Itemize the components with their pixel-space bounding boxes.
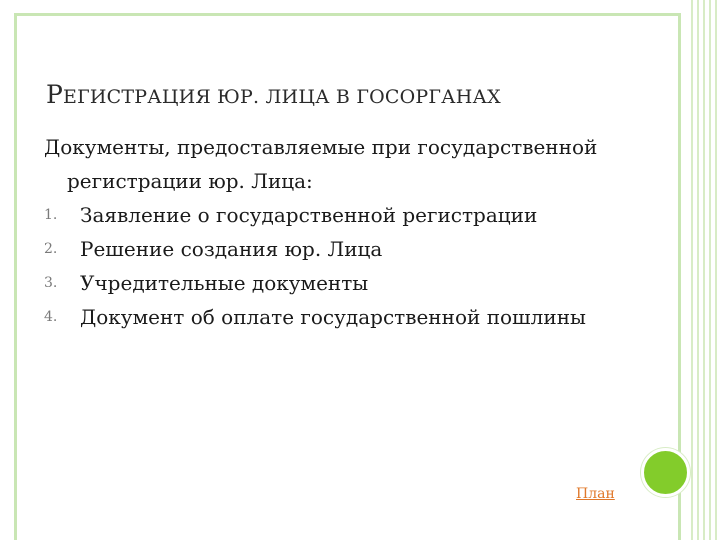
list-number: 2. <box>44 241 58 257</box>
list-item-text: Решение создания юр. Лица <box>80 237 383 261</box>
green-circle-decoration <box>641 448 690 497</box>
title-rest: ЕГИСТРАЦИЯ ЮР. ЛИЦА В ГОСОРГАНАХ <box>63 86 501 108</box>
list-number: 1. <box>44 207 58 223</box>
list-item <box>44 300 664 334</box>
list-item <box>44 198 664 232</box>
list-item-text: Заявление о государственной регистрации <box>80 203 538 227</box>
slide-title <box>46 80 501 109</box>
title-initial: Р <box>46 80 64 109</box>
slide-body <box>44 130 664 334</box>
frame-top-border <box>14 13 680 16</box>
document-list <box>44 198 664 334</box>
frame-left-border <box>14 13 17 540</box>
decorative-stripes <box>691 0 720 540</box>
list-item <box>44 232 664 266</box>
list-item-text: Учредительные документы <box>80 271 369 295</box>
list-number: 3. <box>44 275 58 291</box>
intro-text: Документы, предоставляемые при государственной регистрации юр. Лица: <box>44 135 598 193</box>
list-item <box>44 266 664 300</box>
list-item-text: Документ об оплате государственной пошлины <box>80 305 586 329</box>
list-number: 4. <box>44 309 58 325</box>
plan-link[interactable]: План <box>576 486 615 502</box>
